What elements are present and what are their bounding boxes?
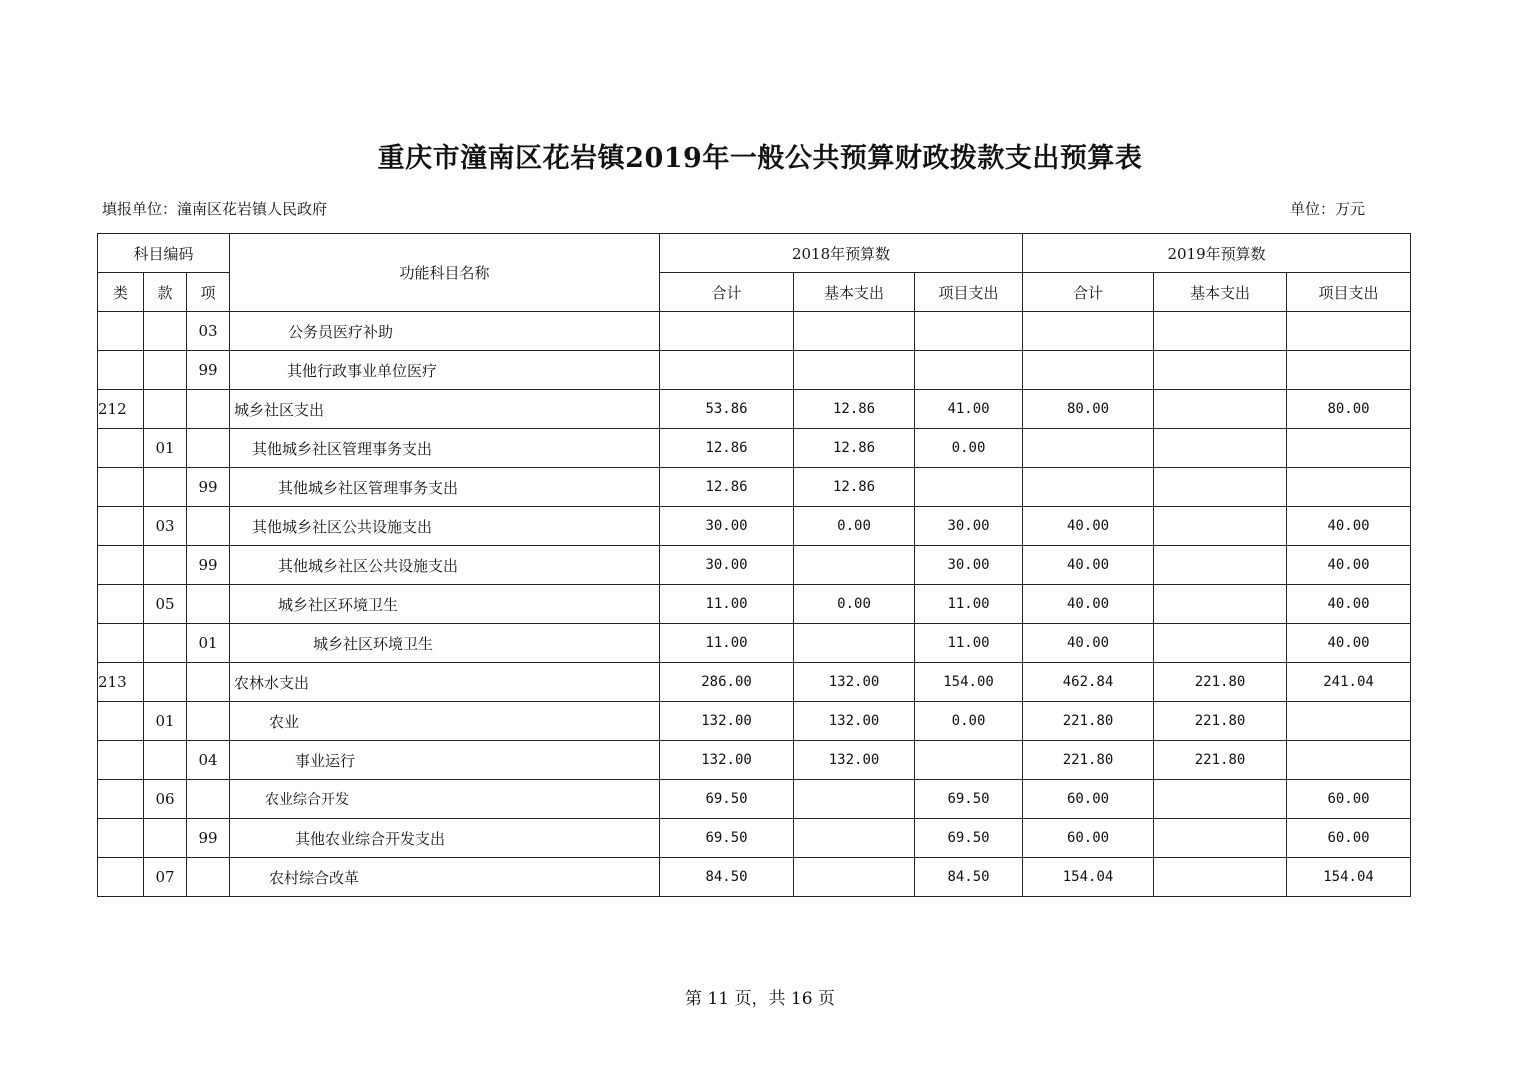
cell-lei (98, 429, 144, 468)
cell-kuan: 06 (144, 780, 187, 819)
table-row (98, 624, 1411, 663)
cell-lei (98, 819, 144, 858)
footer-page-number: 11 (707, 989, 730, 1009)
cell-name: 城乡社区支出 (230, 390, 660, 429)
cell-2019-project (1287, 429, 1411, 468)
header-lei: 类 (98, 273, 144, 312)
cell-2018-basic: 0.00 (794, 585, 915, 624)
cell-2019-total: 462.84 (1023, 663, 1154, 702)
cell-2018-basic: 12.86 (794, 390, 915, 429)
cell-2019-project (1287, 312, 1411, 351)
cell-2018-project: 69.50 (915, 819, 1023, 858)
cell-name: 其他行政事业单位医疗 (230, 351, 660, 390)
cell-xiang (187, 663, 230, 702)
cell-name: 其他城乡社区公共设施支出 (230, 507, 660, 546)
cell-lei: 213 (98, 663, 144, 702)
header-2018-project: 项目支出 (915, 273, 1023, 312)
cell-2018-project: 30.00 (915, 546, 1023, 585)
cell-2018-project (915, 312, 1023, 351)
cell-2019-total: 221.80 (1023, 741, 1154, 780)
cell-2018-project: 154.00 (915, 663, 1023, 702)
cell-name: 其他农业综合开发支出 (230, 819, 660, 858)
cell-2018-basic (794, 858, 915, 897)
cell-lei: 212 (98, 390, 144, 429)
table-row (98, 702, 1411, 741)
cell-2018-basic (794, 546, 915, 585)
cell-2019-total: 154.04 (1023, 858, 1154, 897)
cell-2019-basic (1154, 624, 1287, 663)
cell-name: 公务员医疗补助 (230, 312, 660, 351)
header-kuan: 款 (144, 273, 187, 312)
cell-lei (98, 780, 144, 819)
table-row (98, 858, 1411, 897)
cell-2018-basic: 132.00 (794, 663, 915, 702)
table-row (98, 429, 1411, 468)
cell-name: 其他城乡社区公共设施支出 (230, 546, 660, 585)
table-row (98, 741, 1411, 780)
cell-kuan (144, 390, 187, 429)
cell-2019-project (1287, 702, 1411, 741)
cell-xiang (187, 585, 230, 624)
cell-xiang: 99 (187, 546, 230, 585)
cell-2019-project: 60.00 (1287, 819, 1411, 858)
cell-kuan (144, 741, 187, 780)
cell-lei (98, 702, 144, 741)
cell-2018-total: 12.86 (660, 468, 794, 507)
cell-2018-total: 11.00 (660, 585, 794, 624)
cell-kuan: 07 (144, 858, 187, 897)
cell-2018-project (915, 351, 1023, 390)
cell-lei (98, 858, 144, 897)
header-2019-total: 合计 (1023, 273, 1154, 312)
cell-xiang (187, 390, 230, 429)
cell-2019-total: 60.00 (1023, 819, 1154, 858)
cell-2018-basic (794, 312, 915, 351)
cell-2019-basic: 221.80 (1154, 663, 1287, 702)
cell-name: 其他城乡社区管理事务支出 (230, 468, 660, 507)
footer-prefix: 第 (685, 989, 703, 1009)
cell-lei (98, 351, 144, 390)
cell-2019-basic (1154, 819, 1287, 858)
cell-2019-total: 80.00 (1023, 390, 1154, 429)
cell-2018-total: 286.00 (660, 663, 794, 702)
cell-2019-project: 241.04 (1287, 663, 1411, 702)
cell-2019-basic (1154, 312, 1287, 351)
page-footer (0, 984, 1520, 1009)
cell-lei (98, 741, 144, 780)
cell-xiang (187, 702, 230, 741)
footer-total-pages: 16 (790, 989, 813, 1009)
cell-2018-basic (794, 624, 915, 663)
cell-2019-total: 40.00 (1023, 585, 1154, 624)
cell-2019-total (1023, 351, 1154, 390)
table-row (98, 351, 1411, 390)
table-row (98, 390, 1411, 429)
cell-kuan (144, 819, 187, 858)
cell-2018-total: 132.00 (660, 702, 794, 741)
cell-2019-project: 40.00 (1287, 546, 1411, 585)
cell-kuan (144, 546, 187, 585)
cell-xiang: 03 (187, 312, 230, 351)
cell-xiang: 99 (187, 351, 230, 390)
cell-2018-basic: 0.00 (794, 507, 915, 546)
cell-xiang (187, 858, 230, 897)
cell-kuan: 05 (144, 585, 187, 624)
cell-2018-total (660, 351, 794, 390)
cell-2019-total: 60.00 (1023, 780, 1154, 819)
cell-2019-basic (1154, 585, 1287, 624)
cell-2018-total: 53.86 (660, 390, 794, 429)
table-row (98, 585, 1411, 624)
cell-kuan (144, 351, 187, 390)
header-2018-budget: 2018年预算数 (660, 234, 1023, 273)
page-title: 重庆市潼南区花岩镇2019年一般公共预算财政拨款支出预算表 (377, 143, 1143, 174)
cell-name: 农村综合改革 (230, 858, 660, 897)
cell-2018-total: 11.00 (660, 624, 794, 663)
cell-kuan (144, 624, 187, 663)
cell-2018-project: 30.00 (915, 507, 1023, 546)
cell-kuan (144, 663, 187, 702)
cell-lei (98, 624, 144, 663)
cell-2019-basic (1154, 429, 1287, 468)
table-row (98, 663, 1411, 702)
cell-xiang: 01 (187, 624, 230, 663)
header-xiang: 项 (187, 273, 230, 312)
cell-kuan (144, 468, 187, 507)
cell-2019-basic: 221.80 (1154, 702, 1287, 741)
cell-2018-basic: 132.00 (794, 741, 915, 780)
cell-2019-total: 221.80 (1023, 702, 1154, 741)
cell-2019-project: 80.00 (1287, 390, 1411, 429)
cell-2018-project: 0.00 (915, 429, 1023, 468)
cell-xiang (187, 780, 230, 819)
cell-2019-total: 40.00 (1023, 507, 1154, 546)
cell-2019-total: 40.00 (1023, 546, 1154, 585)
cell-lei (98, 507, 144, 546)
cell-kuan (144, 312, 187, 351)
cell-2019-basic (1154, 507, 1287, 546)
cell-2019-project (1287, 741, 1411, 780)
cell-2018-basic (794, 780, 915, 819)
cell-2019-basic (1154, 390, 1287, 429)
cell-2018-total: 69.50 (660, 819, 794, 858)
cell-2018-total: 30.00 (660, 546, 794, 585)
cell-2018-project (915, 741, 1023, 780)
cell-2019-project: 40.00 (1287, 507, 1411, 546)
table-row (98, 468, 1411, 507)
cell-name: 农业综合开发 (230, 780, 660, 819)
cell-2019-total: 40.00 (1023, 624, 1154, 663)
cell-2018-total: 84.50 (660, 858, 794, 897)
cell-2019-project: 40.00 (1287, 624, 1411, 663)
cell-xiang: 04 (187, 741, 230, 780)
cell-2018-basic: 132.00 (794, 702, 915, 741)
cell-name: 其他城乡社区管理事务支出 (230, 429, 660, 468)
cell-2018-project: 0.00 (915, 702, 1023, 741)
currency-unit: 单位：万元 (1290, 200, 1366, 218)
cell-2018-project: 11.00 (915, 585, 1023, 624)
cell-2019-basic (1154, 858, 1287, 897)
cell-xiang (187, 507, 230, 546)
footer-mid: 页，共 (734, 989, 786, 1009)
header-2018-total: 合计 (660, 273, 794, 312)
header-2019-project: 项目支出 (1287, 273, 1411, 312)
cell-kuan: 03 (144, 507, 187, 546)
cell-2018-project: 84.50 (915, 858, 1023, 897)
cell-2019-project: 60.00 (1287, 780, 1411, 819)
header-2019-budget: 2019年预算数 (1023, 234, 1411, 273)
cell-2018-total: 12.86 (660, 429, 794, 468)
cell-name: 农业 (230, 702, 660, 741)
cell-2018-total: 30.00 (660, 507, 794, 546)
cell-name: 城乡社区环境卫生 (230, 585, 660, 624)
cell-name: 农林水支出 (230, 663, 660, 702)
cell-name: 城乡社区环境卫生 (230, 624, 660, 663)
cell-2019-basic (1154, 780, 1287, 819)
header-subject-code: 科目编码 (98, 234, 230, 273)
cell-2019-project (1287, 468, 1411, 507)
cell-lei (98, 468, 144, 507)
cell-lei (98, 585, 144, 624)
cell-2018-basic: 12.86 (794, 429, 915, 468)
table-row (98, 780, 1411, 819)
header-2018-basic: 基本支出 (794, 273, 915, 312)
cell-2019-total (1023, 468, 1154, 507)
cell-xiang: 99 (187, 468, 230, 507)
filler-unit: 填报单位：潼南区花岩镇人民政府 (102, 200, 328, 218)
cell-lei (98, 312, 144, 351)
cell-kuan: 01 (144, 702, 187, 741)
table-row (98, 819, 1411, 858)
cell-xiang (187, 429, 230, 468)
footer-suffix: 页 (817, 989, 835, 1009)
table-row (98, 312, 1411, 351)
header-function-name: 功能科目名称 (230, 234, 660, 312)
cell-2018-project (915, 468, 1023, 507)
cell-2018-total: 132.00 (660, 741, 794, 780)
cell-2019-total (1023, 429, 1154, 468)
cell-2019-basic (1154, 546, 1287, 585)
cell-2019-basic (1154, 468, 1287, 507)
cell-2019-basic (1154, 351, 1287, 390)
budget-table (97, 233, 1411, 897)
cell-2018-basic (794, 351, 915, 390)
cell-lei (98, 546, 144, 585)
table-row (98, 507, 1411, 546)
cell-2018-total (660, 312, 794, 351)
cell-2018-project: 11.00 (915, 624, 1023, 663)
cell-2019-basic: 221.80 (1154, 741, 1287, 780)
cell-2018-project: 69.50 (915, 780, 1023, 819)
cell-name: 事业运行 (230, 741, 660, 780)
cell-2018-basic: 12.86 (794, 468, 915, 507)
cell-2018-project: 41.00 (915, 390, 1023, 429)
table-row (98, 546, 1411, 585)
cell-2019-project: 154.04 (1287, 858, 1411, 897)
cell-2019-project: 40.00 (1287, 585, 1411, 624)
cell-kuan: 01 (144, 429, 187, 468)
cell-xiang: 99 (187, 819, 230, 858)
cell-2018-total: 69.50 (660, 780, 794, 819)
header-2019-basic: 基本支出 (1154, 273, 1287, 312)
cell-2018-basic (794, 819, 915, 858)
cell-2019-project (1287, 351, 1411, 390)
cell-2019-total (1023, 312, 1154, 351)
